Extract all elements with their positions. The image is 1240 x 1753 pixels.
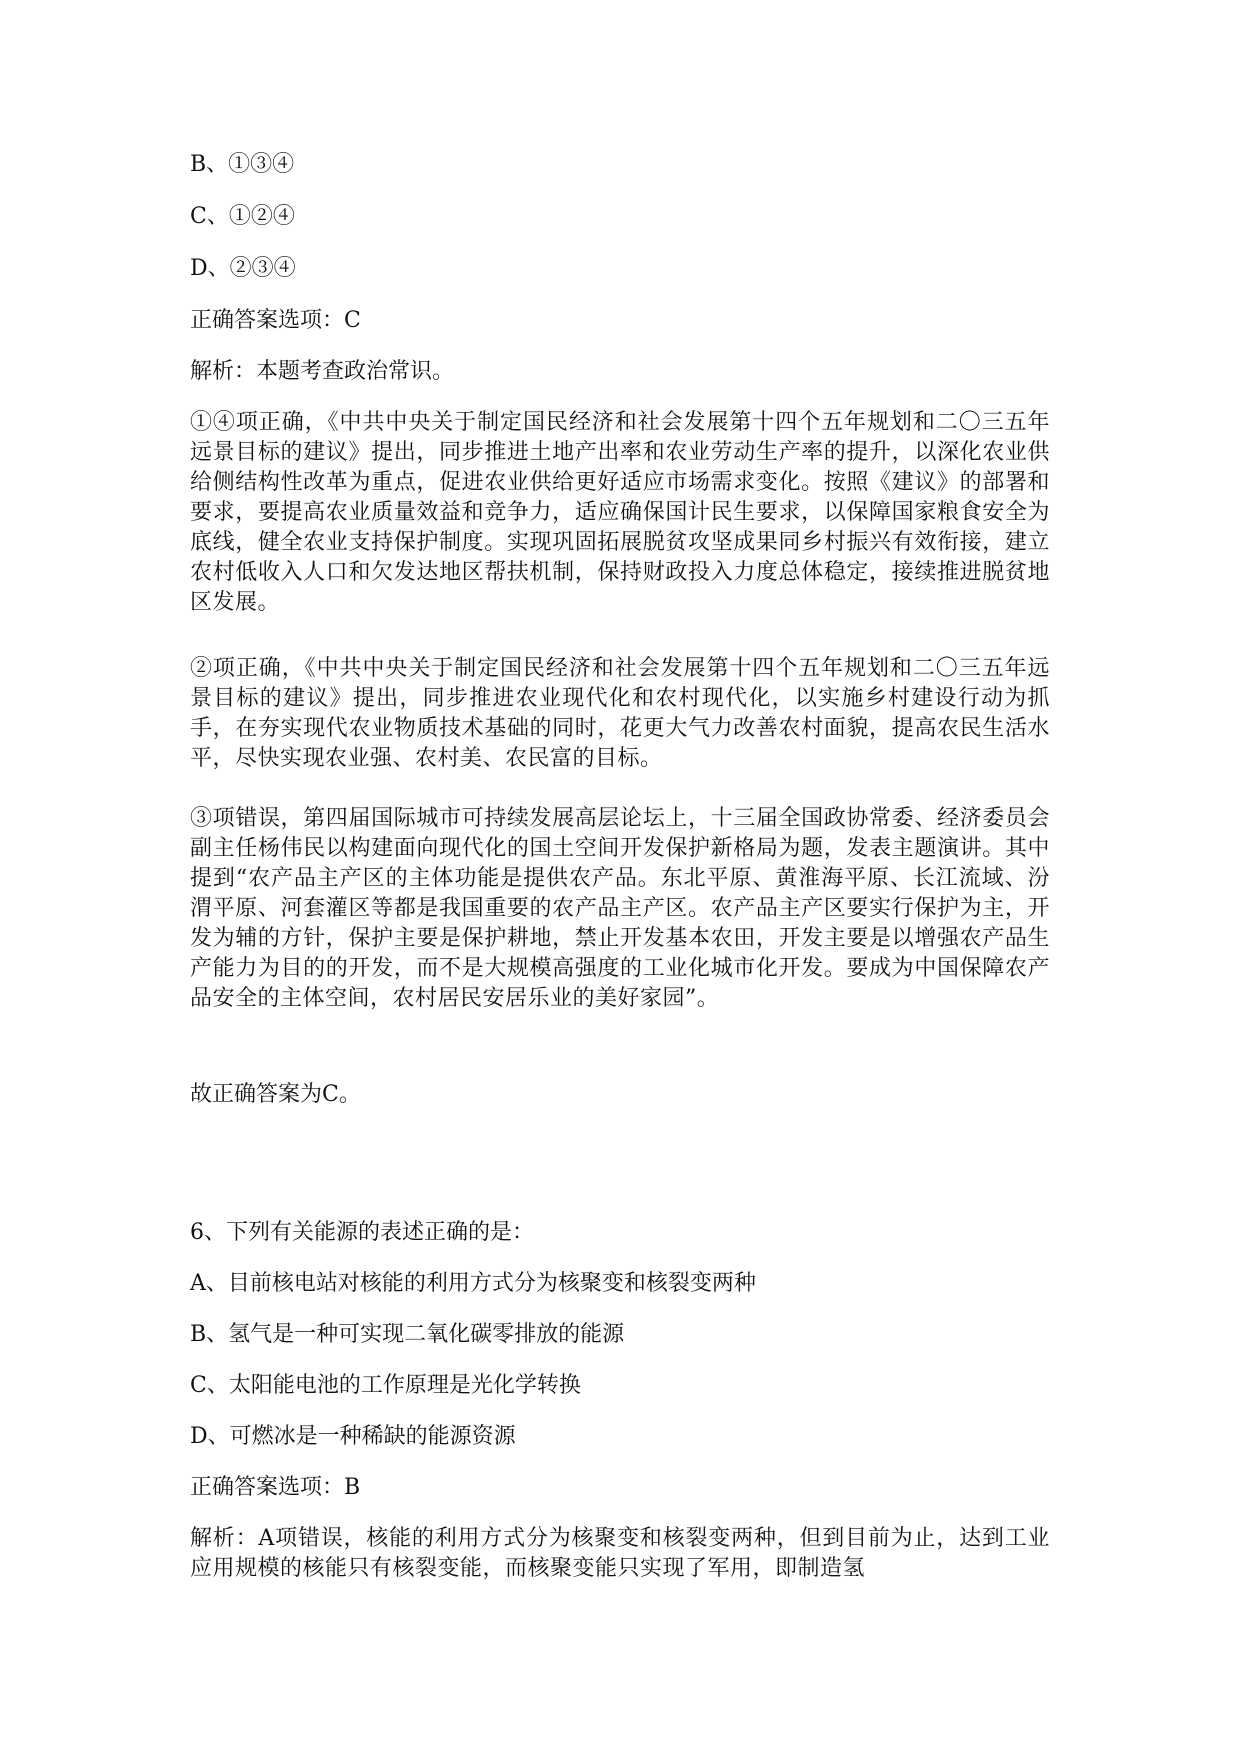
- q6-option-d: D、可燃冰是一种稀缺的能源资源: [190, 1424, 516, 1449]
- q6-option-c: C、太阳能电池的工作原理是光化学转换: [190, 1373, 581, 1398]
- q6-option-b: B、氢气是一种可实现二氧化碳零排放的能源: [190, 1322, 625, 1347]
- q5-analysis-paragraph-1: ①④项正确，《中共中央关于制定国民经济和社会发展第十四个五年规划和二〇三五年远景目标的建议》提出，同步推进土地产出率和农业劳动生产率的提升，以深化农业供给侧结构性改革为重点，促进农业供给更好适应市场需求变化。按照《建议》的部署和要求，要提高农业质量效益和竞争力，适应确保国计民生要求，以保障国家粮食安全为底线，健全农业支持保护制度。实现巩固拓展脱贫攻坚成果同乡村振兴有效衔接，建立农村低收入人口和欠发达地区帮扶机制，保持财政投入力度总体稳定，接续推进脱贫地区发展。: [190, 410, 1050, 615]
- q6-analysis: 解析：A项错误，核能的利用方式分为核聚变和核裂变两种，但到目前为止，达到工业应用规模的核能只有核裂变能，而核聚变能只实现了军用，即制造氢: [190, 1526, 1050, 1581]
- q5-analysis-paragraph-3: ③项错误，第四届国际城市可持续发展高层论坛上，十三届全国政协常委、经济委员会副主任杨伟民以构建面向现代化的国土空间开发保护新格局为题，发表主题演讲。其中提到“农产品主产区的主体功能是提供农产品。东北平原、黄淮海平原、长江流域、汾渭平原、河套灌区等都是我国重要的农产品主产区。农产品主产区要实行保护为主，开发为辅的方针，保护主要是保护耕地，禁止开发基本农田，开发主要是以增强农产品生产能力为目的的开发，而不是大规模高强度的工业化城市化开发。要成为中国保障农产品安全的主体空间，农村居民安居乐业的美好家园”。: [190, 806, 1050, 1011]
- q5-option-c: C、①②④: [190, 204, 295, 229]
- q5-analysis-intro: 解析：本题考查政治常识。: [190, 359, 455, 384]
- q5-answer: 正确答案选项：C: [190, 308, 361, 333]
- q5-option-b: B、①③④: [190, 152, 295, 177]
- q5-analysis-paragraph-2: ②项正确，《中共中央关于制定国民经济和社会发展第十四个五年规划和二〇三五年远景目标的建议》提出，同步推进农业现代化和农村现代化，以实施乡村建设行动为抓手，在夯实现代农业物质技术基础的同时，花更大气力改善农村面貌，提高农民生活水平，尽快实现农业强、农村美、农民富的目标。: [190, 656, 1050, 771]
- q6-answer: 正确答案选项：B: [190, 1475, 361, 1500]
- q5-option-d: D、②③④: [190, 256, 296, 281]
- q6-question: 6、下列有关能源的表述正确的是：: [190, 1220, 534, 1245]
- q6-option-a: A、目前核电站对核能的利用方式分为核聚变和核裂变两种: [190, 1271, 756, 1296]
- q5-conclusion: 故正确答案为C。: [190, 1082, 361, 1107]
